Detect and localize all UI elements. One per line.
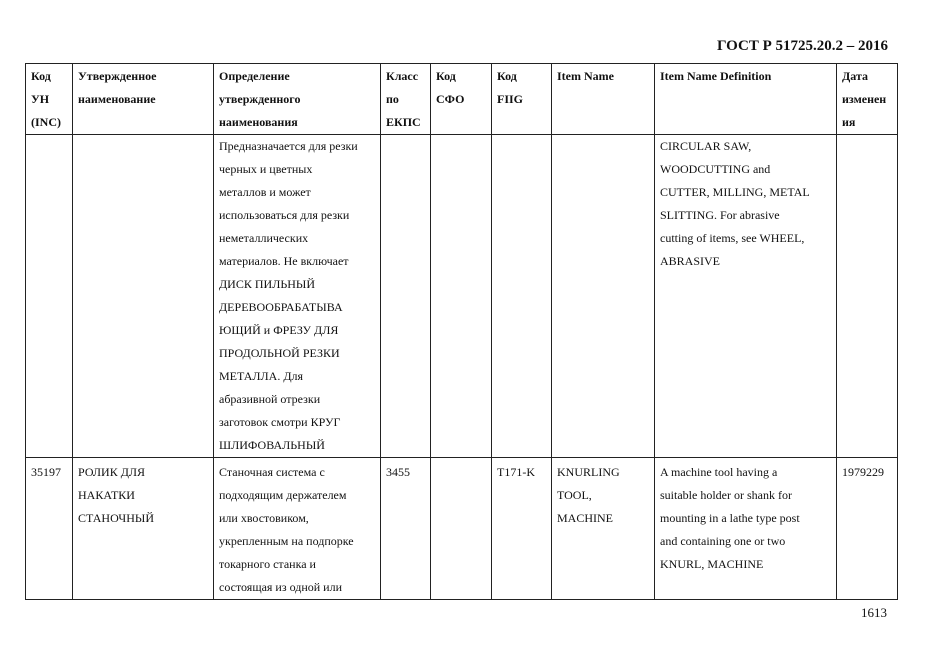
header-definition: Определение утвержденного наименования	[214, 64, 381, 135]
cell-ekps-class	[381, 135, 431, 458]
table-header-row	[26, 64, 898, 135]
cell-item-name-definition: A machine tool having a suitable holder or shank for mounting in a lathe type post and containing one or two KNURL, MACHINE	[655, 458, 837, 600]
cell-sfo-code	[431, 135, 492, 458]
table-row	[26, 135, 898, 458]
cell-approved-name: РОЛИК ДЛЯ НАКАТКИ СТАНОЧНЫЙ	[73, 458, 214, 600]
header-inc-code: Код УН (INC)	[26, 64, 73, 135]
cell-ekps-class: 3455	[381, 458, 431, 600]
cell-fiig-code: T171-K	[492, 458, 552, 600]
header-item-name-definition: Item Name Definition	[655, 64, 837, 135]
page-number: 1613	[861, 605, 887, 620]
header-ekps-class: Класс по ЕКПС	[381, 64, 431, 135]
cell-item-name-definition: CIRCULAR SAW, WOODCUTTING and CUTTER, MILLING, METAL SLITTING. For abrasive cutting of items, see WHEEL, ABRASIVE	[655, 135, 837, 458]
table-row	[26, 458, 898, 600]
cell-fiig-code	[492, 135, 552, 458]
header-approved-name: Утвержденное наименование	[73, 64, 214, 135]
cell-sfo-code	[431, 458, 492, 600]
header-item-name: Item Name	[552, 64, 655, 135]
cell-definition: Предназначается для резки черных и цветных металлов и может использоваться для резки неметаллических материалов. Не включает ДИСК ПИЛЬНЫЙ ДЕРЕВООБРАБАТЫВА ЮЩИЙ и ФРЕЗУ ДЛЯ ПРОДОЛЬНОЙ РЕЗКИ МЕТАЛЛА. Для абразивной отрезки заготовок смотри КРУГ ШЛИФОВАЛЬНЫЙ	[214, 135, 381, 458]
nomenclature-table	[25, 63, 898, 600]
cell-change-date	[837, 135, 898, 458]
cell-item-name: KNURLING TOOL, MACHINE	[552, 458, 655, 600]
cell-inc-code	[26, 135, 73, 458]
cell-item-name	[552, 135, 655, 458]
document-header: ГОСТ Р 51725.20.2 – 2016	[716, 38, 888, 54]
cell-definition: Станочная система с подходящим держателем или хвостовиком, укрепленным на подпорке токарного станка и состоящая из одной или	[214, 458, 381, 600]
cell-inc-code: 35197	[26, 458, 73, 600]
header-change-date: Дата изменен ия	[837, 64, 898, 135]
header-fiig-code: Код FIIG	[492, 64, 552, 135]
cell-approved-name	[73, 135, 214, 458]
cell-change-date: 1979229	[837, 458, 898, 600]
header-sfo-code: Код СФО	[431, 64, 492, 135]
